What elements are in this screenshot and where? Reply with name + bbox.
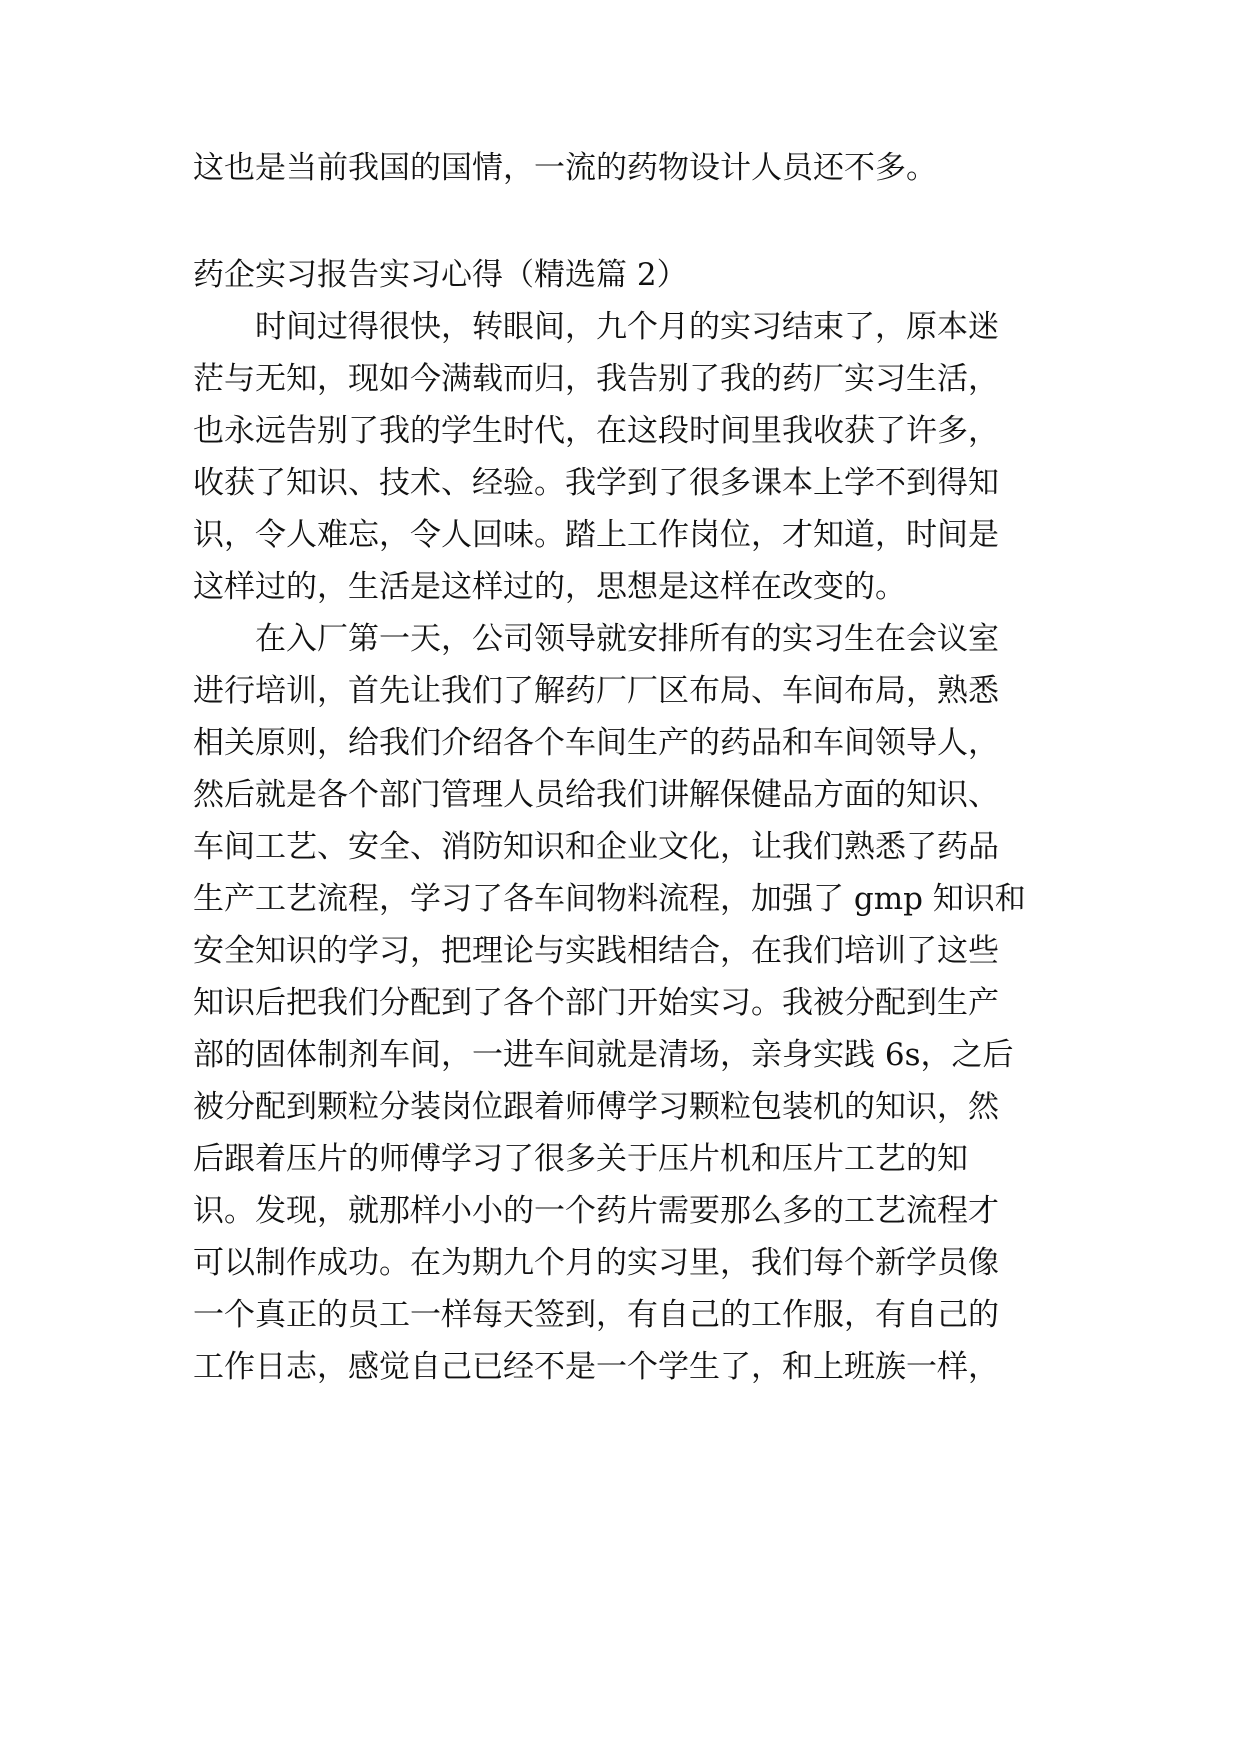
paragraph-line: 也永远告别了我的学生时代，在这段时间里我收获了许多，	[193, 413, 999, 449]
paragraph-line: 这样过的，生活是这样过的，思想是这样在改变的。	[193, 569, 906, 605]
section-heading: 药企实习报告实习心得（精选篇 2）	[193, 257, 688, 293]
paragraph-line: 时间过得很快，转眼间，九个月的实习结束了，原本迷	[255, 309, 999, 345]
paragraph-line: 识，令人难忘，令人回味。踏上工作岗位，才知道，时间是	[193, 517, 999, 553]
paragraph-line: 车间工艺、安全、消防知识和企业文化，让我们熟悉了药品	[193, 829, 999, 865]
paragraph-line: 在入厂第一天，公司领导就安排所有的实习生在会议室	[255, 621, 999, 657]
paragraph-line: 进行培训，首先让我们了解药厂厂区布局、车间布局，熟悉	[193, 673, 999, 709]
paragraph-line: 相关原则，给我们介绍各个车间生产的药品和车间领导人，	[193, 725, 999, 761]
paragraph-line: 然后就是各个部门管理人员给我们讲解保健品方面的知识、	[193, 777, 999, 813]
paragraph-line: 可以制作成功。在为期九个月的实习里，我们每个新学员像	[193, 1245, 999, 1281]
paragraph-line: 工作日志，感觉自己已经不是一个学生了，和上班族一样，	[193, 1349, 999, 1385]
paragraph-line: 生产工艺流程，学习了各车间物料流程，加强了 gmp 知识和	[193, 881, 1026, 917]
paragraph-line: 后跟着压片的师傅学习了很多关于压片机和压片工艺的知	[193, 1141, 968, 1177]
paragraph-line: 被分配到颗粒分装岗位跟着师傅学习颗粒包装机的知识，然	[193, 1089, 999, 1125]
paragraph-line: 收获了知识、技术、经验。我学到了很多课本上学不到得知	[193, 465, 999, 501]
paragraph-line: 安全知识的学习，把理论与实践相结合，在我们培训了这些	[193, 933, 999, 969]
paragraph-line: 识。发现，就那样小小的一个药片需要那么多的工艺流程才	[193, 1193, 999, 1229]
paragraph-line: 部的固体制剂车间，一进车间就是清场，亲身实践 6s，之后	[193, 1037, 1014, 1073]
paragraph-line: 一个真正的员工一样每天签到，有自己的工作服，有自己的	[193, 1297, 999, 1333]
paragraph-line: 知识后把我们分配到了各个部门开始实习。我被分配到生产	[193, 985, 999, 1021]
paragraph-line: 茫与无知，现如今满载而归，我告别了我的药厂实习生活，	[193, 361, 999, 397]
previous-paragraph-tail: 这也是当前我国的国情，一流的药物设计人员还不多。	[193, 150, 937, 186]
